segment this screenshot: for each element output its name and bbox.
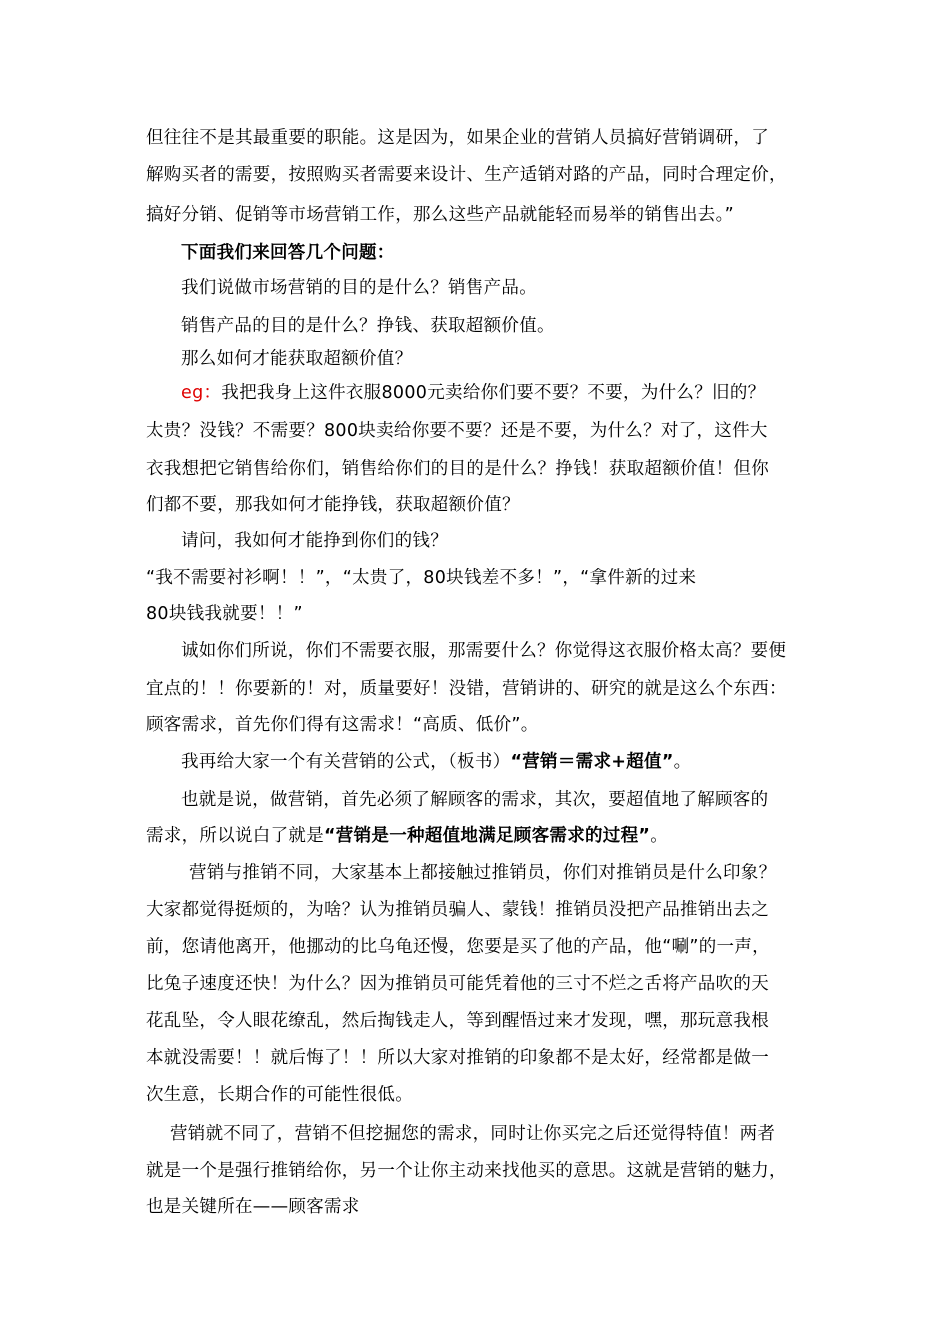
text-line: 诚如你们所说，你们不需要衣服，那需要什么？你觉得这衣服价格太高？要便 [181, 641, 787, 661]
text-line: 就是一个是强行推销给你，另一个让你主动来找他买的意思。这就是营销的魅力， [146, 1161, 787, 1181]
text-line: 营销就不同了，营销不但挖掘您的需求，同时让你买完之后还觉得特值！两者 [170, 1124, 776, 1144]
text-line: “我不需要衬衫啊！！”，“太贵了，80块钱差不多！”，“拿件新的过来 [146, 568, 697, 588]
text-span: 我再给大家一个有关营销的公式，（板书） [181, 752, 511, 772]
text-line: 请问，我如何才能挣到你们的钱？ [181, 531, 448, 551]
text-line: 顾客需求，首先你们得有这需求！“高质、低价”。 [146, 715, 539, 735]
text-line: 营销与推销不同，大家基本上都接触过推销员，你们对推销员是什么印象？ [189, 863, 777, 883]
text-line: 我们说做市场营销的目的是什么？销售产品。 [181, 278, 537, 298]
text-span: 。 [650, 826, 669, 846]
text-span: 需求，所以说白了就是 [146, 826, 324, 846]
text-line: 大家都觉得挺烦的，为啥？认为推销员骗人、蒙钱！推销员没把产品推销出去之 [146, 900, 769, 920]
text-line: 本就没需要！！就后悔了！！所以大家对推销的印象都不是太好，经常都是做一 [146, 1048, 769, 1068]
section-heading: 下面我们来回答几个问题： [181, 243, 395, 263]
text-line [181, 748, 691, 773]
text-span: 我把我身上这件衣服8000元卖给你们要不要？不要，为什么？旧的？ [221, 383, 766, 403]
text-line: 太贵？没钱？不需要？800块卖给你要不要？还是不要，为什么？对了，这件大 [146, 421, 768, 441]
text-line: 那么如何才能获取超额价值？ [181, 349, 413, 369]
text-line: 花乱坠，令人眼花缭乱，然后掏钱走人，等到醒悟过来才发现，嘿，那玩意我根 [146, 1011, 769, 1031]
text-line: 也是关键所在——顾客需求 [146, 1197, 360, 1217]
text-line [181, 379, 765, 404]
text-line: 也就是说，做营销，首先必须了解顾客的需求，其次，要超值地了解顾客的 [181, 790, 769, 810]
text-line: 销售产品的目的是什么？挣钱、获取超额价值。 [181, 316, 555, 336]
text-line: 宜点的！！你要新的！对，质量要好！没错，营销讲的、研究的就是这么个东西： [146, 679, 787, 699]
text-line: 们都不要，那我如何才能挣钱，获取超额价值？ [146, 495, 520, 515]
text-line: 次生意，长期合作的可能性很低。 [146, 1085, 413, 1105]
text-line: 但往往不是其最重要的职能。这是因为，如果企业的营销人员搞好营销调研，了 [146, 128, 769, 148]
text-line: 80块钱我就要！！” [146, 604, 303, 624]
text-line [146, 822, 668, 847]
text-line: 比兔子速度还快！为什么？因为推销员可能凭着他的三寸不烂之舌将产品吹的天 [146, 974, 769, 994]
text-line: 衣我想把它销售给你们，销售给你们的目的是什么？挣钱！获取超额价值！但你 [146, 459, 769, 479]
text-line: 前，您请他离开，他挪动的比乌龟还慢，您要是买了他的产品，他“唰”的一声， [146, 937, 770, 957]
text-span: 。 [673, 752, 692, 772]
text-line: 解购买者的需要，按照购买者需要来设计、生产适销对路的产品，同时合理定价， [146, 165, 787, 185]
definition-text: “营销是一种超值地满足顾客需求的过程” [324, 826, 651, 846]
eg-label: eg： [181, 383, 222, 403]
formula-text: “营销＝需求+超值” [510, 752, 674, 772]
text-line: 搞好分销、促销等市场营销工作，那么这些产品就能轻而易举的销售出去。” [146, 205, 735, 225]
